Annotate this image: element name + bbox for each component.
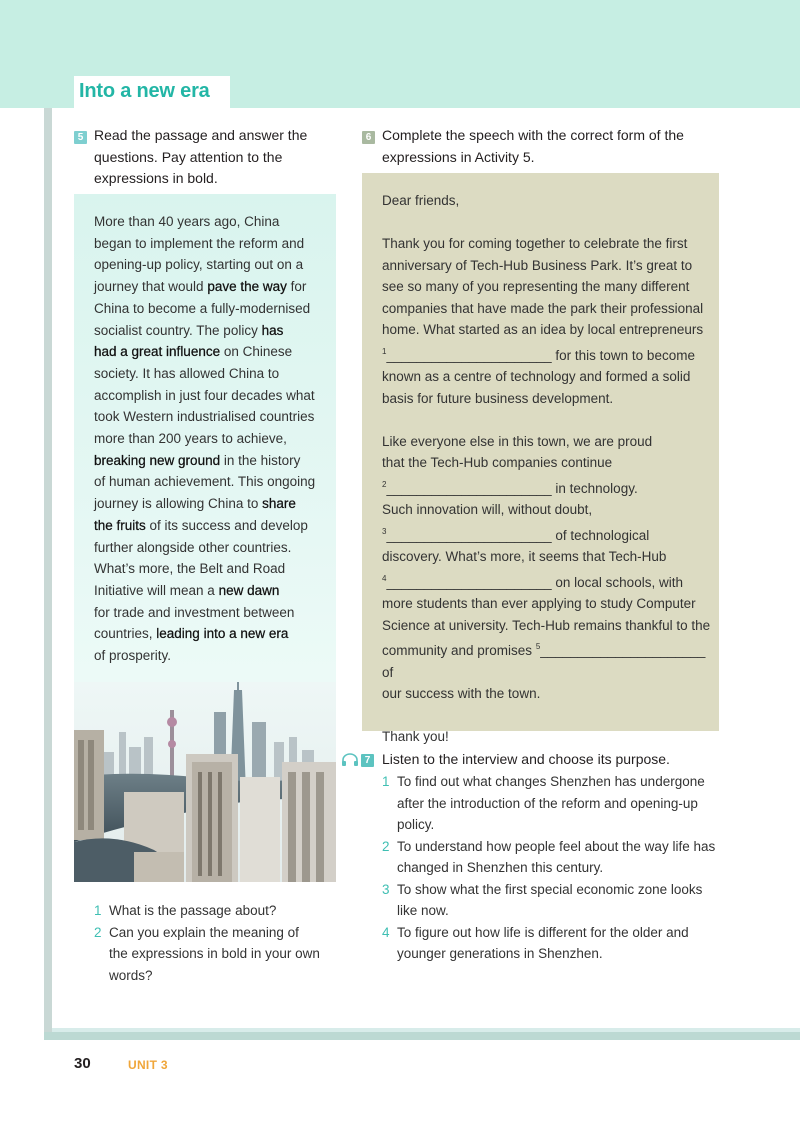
option-text: younger generations in Shenzhen. (397, 946, 603, 961)
passage-line (94, 211, 326, 233)
passage-line (94, 623, 326, 645)
option-number: 1 (382, 774, 390, 789)
question-text: the expressions in bold in your own (109, 946, 320, 961)
listening-option[interactable] (382, 771, 722, 836)
activity-5-badge: 5 (74, 131, 87, 144)
question-number: 1 (94, 903, 102, 918)
instruction-line: Read the passage and answer the (94, 127, 308, 143)
question-item (94, 922, 334, 987)
passage-line (94, 298, 326, 320)
speech-line-blank-2 (382, 474, 712, 500)
speech-line: anniversary of Tech-Hub Business Park. It’s great to (382, 257, 693, 273)
passage-text: journey is allowing China to (94, 496, 263, 512)
passage-line (94, 254, 326, 276)
passage-text: journey that would (94, 279, 208, 295)
listening-option[interactable] (382, 836, 722, 879)
passage-line (94, 428, 326, 450)
instruction-line: Complete the speech with the correct form of the (382, 127, 684, 143)
bold-expression: has (261, 322, 284, 338)
listening-option[interactable] (382, 922, 722, 965)
answer-blank-2[interactable]: ______________________ (386, 480, 552, 496)
blank-number: 1 (382, 346, 387, 356)
passage-text: opening-up policy, starting out on a (94, 257, 304, 273)
speech-fragment: for this town to become (551, 347, 695, 363)
passage-line (94, 233, 326, 255)
option-number: 3 (382, 881, 390, 897)
passage-text: on Chinese (220, 344, 293, 360)
reading-passage (94, 211, 326, 667)
option-text: policy. (397, 817, 435, 832)
listening-options (382, 771, 722, 965)
comprehension-questions (94, 900, 334, 986)
activity-5-instruction (94, 125, 334, 190)
passage-text: socialist country. The policy (94, 322, 262, 338)
speech-line: Like everyone else in this town, we are proud (382, 433, 653, 449)
passage-line (94, 320, 326, 342)
speech-greeting: Dear friends, (382, 193, 460, 208)
activity-7-instruction: Listen to the interview and choose its purpose. (382, 751, 670, 767)
passage-text: began to implement the reform and (94, 235, 305, 251)
answer-blank-4[interactable]: ______________________ (386, 574, 552, 590)
activity-6-instruction (382, 125, 762, 168)
speech-closing: Thank you! (382, 729, 449, 744)
speech-line-blank-1 (382, 341, 712, 367)
speech-line: known as a centre of technology and formed a solid (382, 369, 691, 384)
page-number: 30 (74, 1055, 91, 1072)
speech-fragment: of technological (551, 527, 650, 543)
option-number: 2 (382, 838, 390, 854)
option-text: To understand how people feel about the way life has (397, 838, 716, 854)
unit-label: UNIT 3 (128, 1058, 168, 1072)
speech-line: basis for future business development. (382, 390, 614, 406)
passage-text: China to become a fully-modernised (94, 300, 311, 316)
speech-line: discovery. What’s more, it seems that Tech-Hub (382, 549, 667, 564)
page-frame-left (44, 108, 52, 1040)
passage-line (94, 276, 326, 298)
option-text: like now. (397, 903, 449, 918)
passage-text: What’s more, the Belt and Road (94, 561, 286, 577)
question-text: words? (109, 967, 153, 983)
option-text: after the introduction of the reform and opening-up (397, 795, 698, 811)
passage-line (94, 363, 326, 385)
option-text: To figure out how life is different for the older and (397, 924, 689, 940)
passage-text: further alongside other countries. (94, 539, 292, 555)
passage-line (94, 406, 326, 428)
passage-text: more than 200 years to achieve, (94, 431, 287, 447)
instruction-line: expressions in Activity 5. (382, 148, 535, 165)
passage-text: countries, (94, 626, 157, 642)
passage-line (94, 580, 326, 602)
speech-line-blank-5 (382, 636, 712, 683)
speech-line-blank-3 (382, 521, 712, 547)
option-text: To show what the first special economic zone looks (397, 881, 703, 897)
option-number: 4 (382, 924, 390, 940)
passage-text: for (286, 279, 307, 295)
instruction-line: expressions in bold. (94, 170, 218, 186)
shanghai-skyline-photo (74, 682, 336, 882)
blank-number: 3 (382, 526, 387, 536)
blank-number: 5 (535, 642, 541, 651)
blank-number: 4 (382, 573, 387, 583)
speech-fragment: on local schools, with (551, 574, 683, 590)
passage-line (94, 645, 326, 667)
bold-expression: had a great influence (94, 344, 221, 360)
passage-line (94, 493, 326, 515)
bold-expression: leading into a new era (156, 626, 289, 642)
passage-text: Initiative will mean a (94, 582, 219, 598)
speech-line: see so many of you representing the many different (382, 279, 690, 294)
blank-number: 2 (382, 479, 387, 489)
speech-line: our success with the town. (382, 686, 541, 701)
passage-text: of prosperity. (94, 648, 172, 664)
speech-line: home. What started as an idea by local entrepreneurs (382, 322, 704, 337)
speech-line: more students than ever applying to study Computer (382, 596, 696, 611)
passage-line (94, 558, 326, 580)
passage-text: More than 40 years ago, China (94, 214, 280, 229)
page-title: Into a new era (74, 76, 230, 108)
question-item (94, 900, 334, 922)
passage-line (94, 602, 326, 624)
question-text: What is the passage about? (109, 903, 277, 918)
headphones-icon[interactable] (341, 753, 359, 767)
question-text: Can you explain the meaning of (109, 924, 299, 940)
answer-blank-3[interactable]: ______________________ (386, 527, 552, 543)
page-frame-bottom (44, 1032, 800, 1040)
passage-text: in the history (220, 452, 301, 468)
passage-text: of human achievement. This ongoing (94, 474, 316, 490)
passage-line (94, 515, 326, 537)
speech-fragment: of (382, 664, 394, 680)
option-text: changed in Shenzhen this century. (397, 860, 604, 875)
speech-line: Science at university. Tech-Hub remains thankful to the (382, 617, 711, 633)
answer-blank-5[interactable]: ______________________ (540, 643, 706, 658)
bold-expression: the fruits (94, 517, 146, 533)
passage-text: for trade and investment between (94, 604, 295, 620)
passage-line (94, 341, 326, 363)
listening-option[interactable] (382, 879, 722, 922)
speech-fragment: community and promises (382, 643, 536, 658)
speech-line: companies that have made the park their professional (382, 300, 704, 316)
answer-blank-1[interactable]: ______________________ (386, 347, 552, 363)
bold-expression: pave the way (207, 279, 287, 295)
passage-text: took Western industrialised countries (94, 409, 315, 425)
speech-line: that the Tech-Hub companies continue (382, 455, 613, 470)
passage-line (94, 471, 326, 493)
speech-text (382, 190, 712, 748)
speech-line: Thank you for coming together to celebrate the first (382, 236, 688, 251)
passage-line (94, 385, 326, 407)
speech-fragment: in technology. (551, 480, 638, 496)
passage-text: accomplish in just four decades what (94, 387, 315, 403)
instruction-line: questions. Pay attention to the (94, 148, 283, 165)
passage-text: of its success and develop (145, 517, 308, 533)
speech-line-blank-4 (382, 568, 712, 594)
passage-line (94, 450, 326, 472)
activity-6-badge: 6 (362, 131, 375, 144)
bold-expression: new dawn (218, 582, 280, 598)
option-text: To find out what changes Shenzhen has undergone (397, 774, 705, 789)
bold-expression: breaking new ground (94, 452, 221, 468)
speech-line: Such innovation will, without doubt, (382, 502, 593, 517)
activity-7-badge: 7 (361, 754, 374, 767)
bold-expression: share (262, 496, 296, 512)
question-number: 2 (94, 924, 102, 940)
passage-text: society. It has allowed China to (94, 365, 280, 381)
passage-line (94, 537, 326, 559)
